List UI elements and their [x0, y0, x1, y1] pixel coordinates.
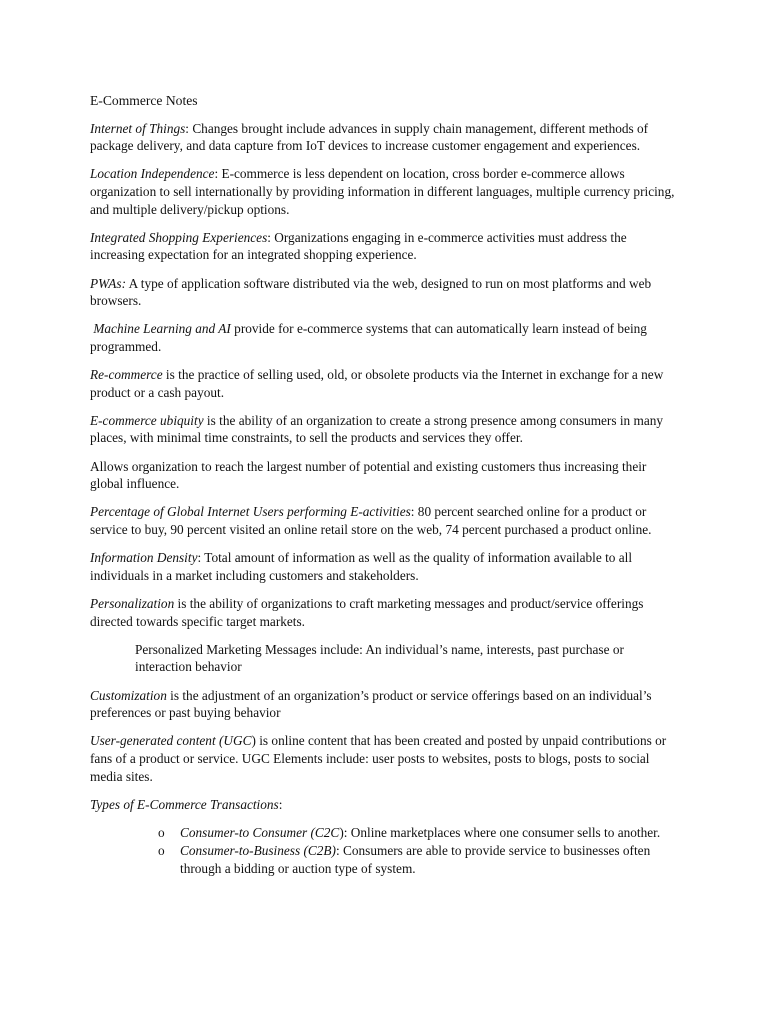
term-global-internet-users: Percentage of Global Internet Users performing E-activities	[90, 504, 411, 520]
bullet-circle-icon: o	[158, 843, 165, 858]
definition-text: : 80 percent searched online for a product or service to buy, 90 percent visited an online retail store on the web, 74 percent purchased a product online.	[90, 504, 652, 538]
paragraph-global-reach	[90, 458, 676, 493]
term-integrated-shopping: Integrated Shopping Experiences	[90, 229, 268, 245]
document-title: E-Commerce Notes	[90, 93, 198, 108]
paragraph-integrated-shopping	[90, 229, 676, 264]
term-personalization: Personalization	[90, 596, 175, 611]
term-machine-learning: Machine Learning and AI	[90, 321, 231, 337]
document-page	[90, 92, 676, 878]
definition-text: : Organizations engaging in e-commerce activities must address the increasing expectation for an integrated shopping experience.	[90, 229, 627, 263]
definition-text: : Total amount of information as well as the quality of information available to all individuals in a market including customers and stakeholders.	[90, 550, 633, 583]
list-item	[90, 824, 676, 842]
definition-text: is the practice of selling used, old, or obsolete products via the Internet in exchange for a new product or a cash payout.	[90, 367, 664, 400]
paragraph-global-internet-users	[90, 503, 676, 538]
transactions-heading-colon: :	[278, 796, 283, 812]
definition-text: : Consumers are able to provide service to businesses often through a bidding or auction type of system.	[180, 843, 651, 876]
indented-note-personalized-messages: Personalized Marketing Messages include: An individual’s name, interests, past purchase or interaction behavior	[135, 641, 624, 675]
paragraph-internet-of-things	[90, 120, 676, 155]
paragraph-pwas	[90, 275, 676, 310]
paragraph-information-density	[90, 549, 676, 584]
term-location-independence: Location Independence	[90, 166, 215, 182]
term-re-commerce: Re-commerce	[90, 367, 163, 383]
definition-text: Allows organization to reach the largest number of potential and existing customers thus increasing their global influence.	[90, 458, 647, 492]
definition-text: is the ability of an organization to create a strong presence among consumers in many places, with minimal time constraints, to sell the products and services they offer.	[90, 412, 664, 446]
definition-text: ): Online marketplaces where one consumer sells to another.	[339, 824, 661, 840]
paragraph-ecommerce-ubiquity	[90, 412, 676, 447]
term-ecommerce-ubiquity: E-commerce ubiquity	[90, 412, 204, 428]
paragraph-personalization	[90, 595, 676, 630]
definition-text: is the ability of organizations to craft marketing messages and product/service offerings directed towards specific target markets.	[90, 596, 644, 629]
transactions-heading-label: Types of E-Commerce Transactions	[90, 796, 279, 812]
transactions-heading	[90, 796, 676, 814]
term-information-density: Information Density	[90, 550, 198, 566]
term-ugc: User-generated content (UGC	[90, 733, 252, 749]
term-c2c: Consumer-to Consumer (C2C	[180, 824, 340, 840]
paragraph-ugc	[90, 732, 676, 785]
term-internet-of-things: Internet of Things	[90, 120, 186, 136]
paragraph-customization	[90, 687, 676, 722]
term-pwas: PWAs:	[90, 275, 126, 291]
definition-text: ) is online content that has been created and posted by unpaid contributions or fans of a product or service. UGC Elements include: user posts to websites, posts to blogs, posts to social media sites.	[90, 733, 667, 784]
definition-text: provide for e-commerce systems that can automatically learn instead of being programmed.	[90, 321, 651, 354]
transactions-list	[90, 824, 676, 877]
definition-text: A type of application software distributed via the web, designed to run on most platforms and web browsers.	[90, 275, 652, 309]
list-item	[90, 842, 676, 877]
term-customization: Customization	[90, 687, 167, 703]
term-c2b: Consumer-to-Business (C2B)	[180, 843, 336, 858]
definition-text: : E-commerce is less dependent on location, cross border e-commerce allows organization to sell internationally by providing information in different languages, multiple currency pricing, and multiple delivery/pickup options.	[90, 166, 675, 217]
definition-text: is the adjustment of an organization’s product or service offerings based on an individual’s preferences or past buying behavior	[90, 687, 652, 721]
paragraph-re-commerce	[90, 366, 676, 401]
definition-text: : Changes brought include advances in supply chain management, different methods of package delivery, and data capture from IoT devices to increase customer engagement and experiences.	[90, 120, 649, 154]
paragraph-location-independence	[90, 165, 676, 218]
bullet-circle-icon: o	[158, 824, 165, 840]
paragraph-machine-learning	[90, 320, 676, 355]
